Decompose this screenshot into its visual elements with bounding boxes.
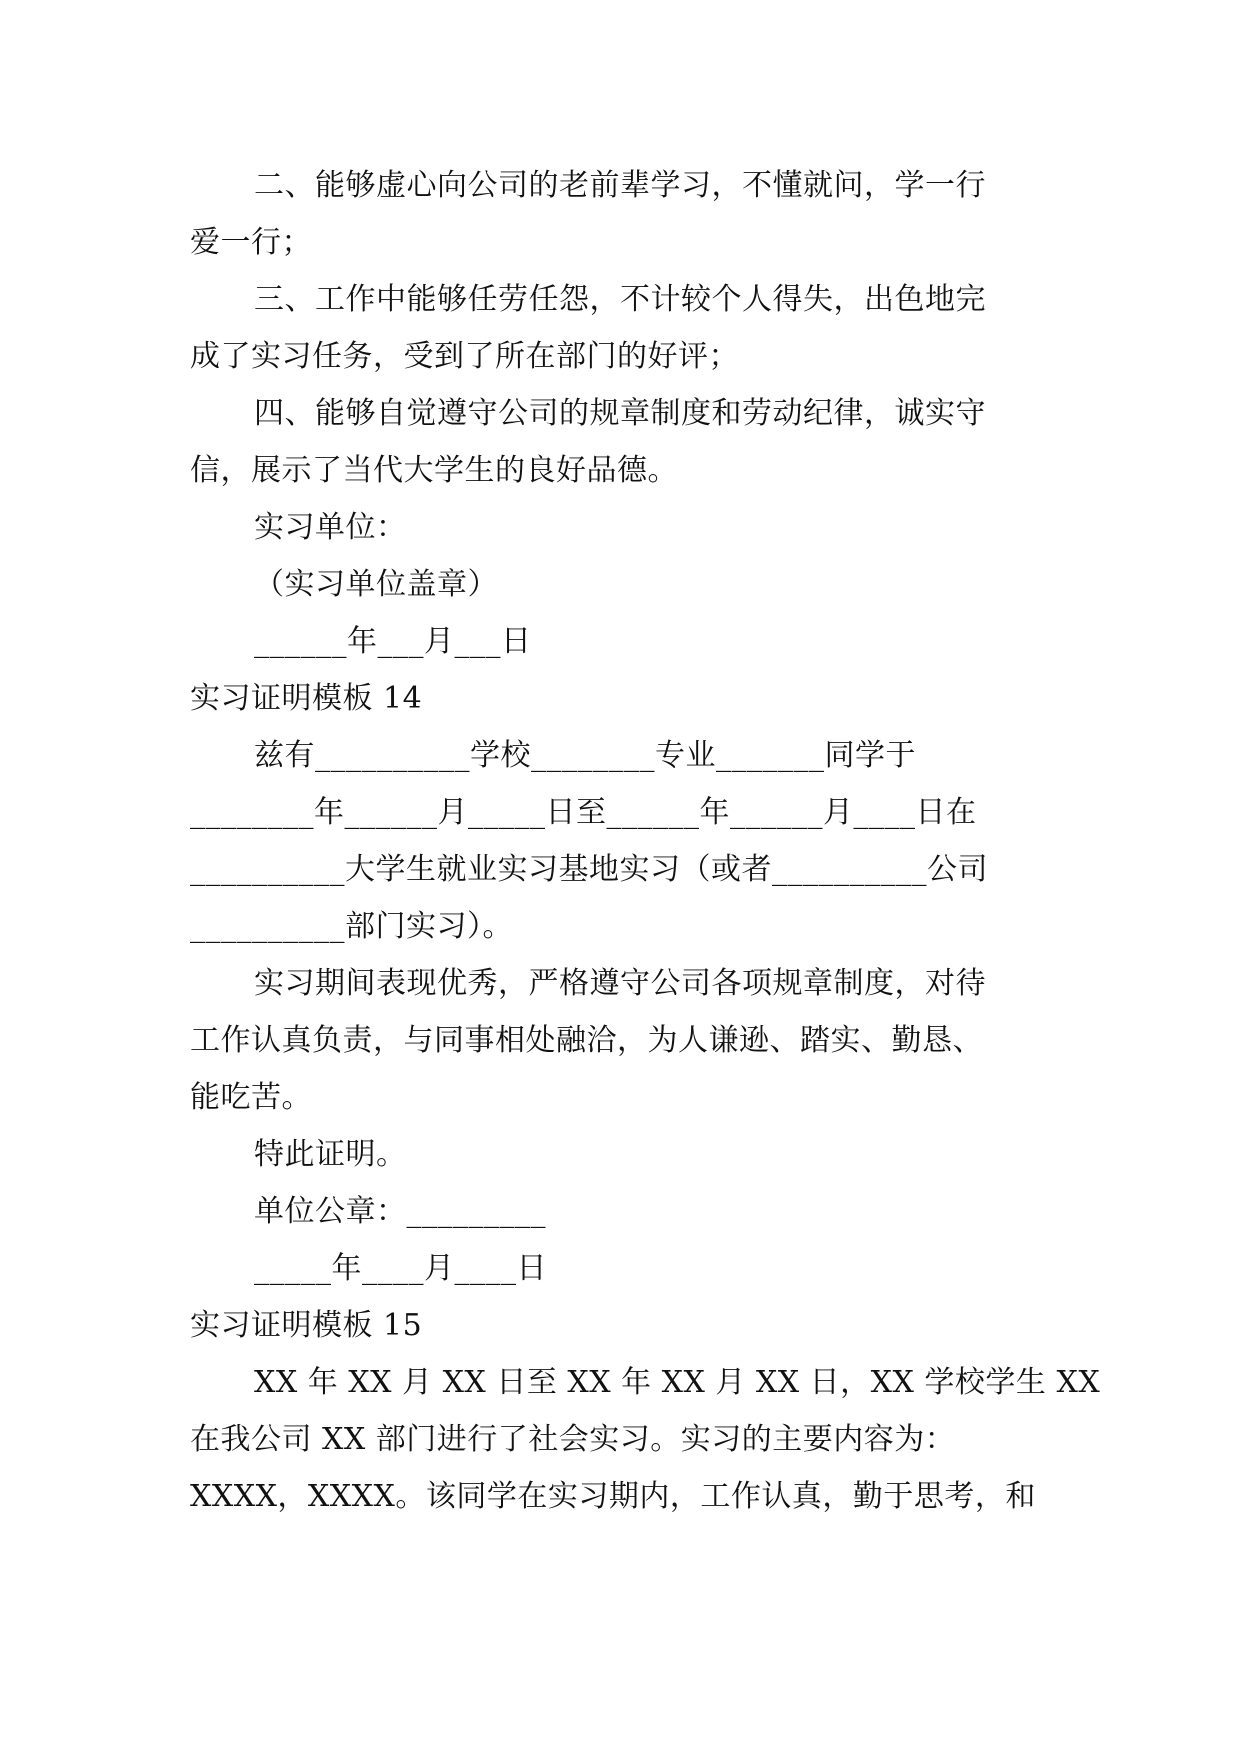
text-line: （实习单位盖章） xyxy=(254,567,498,602)
text-line: __________部门实习）。 xyxy=(190,909,513,944)
text-line: 三、工作中能够任劳任怨，不计较个人得失，出色地完 xyxy=(254,282,986,317)
text-line: 实习期间表现优秀，严格遵守公司各项规章制度，对待 xyxy=(254,966,986,1001)
text-line: 实习单位： xyxy=(254,510,407,545)
text-line: 特此证明。 xyxy=(254,1137,407,1172)
text-line: 信，展示了当代大学生的良好品德。 xyxy=(190,453,678,488)
text-line: 成了实习任务，受到了所在部门的好评； xyxy=(190,339,739,374)
text-line: 能吃苦。 xyxy=(190,1080,312,1115)
text-line: 二、能够虚心向公司的老前辈学习，不懂就问，学一行 xyxy=(254,168,986,203)
text-line: 在我公司 XX 部门进行了社会实习。实习的主要内容为： xyxy=(190,1422,956,1457)
text-line: 爱一行； xyxy=(190,225,312,260)
text-line: XXXX，XXXX。该同学在实习期内，工作认真，勤于思考，和 xyxy=(190,1479,1036,1514)
text-line: ______年___月___日 xyxy=(254,624,532,659)
text-line: 兹有__________学校________专业_______同学于 xyxy=(254,738,916,773)
text-line: __________大学生就业实习基地实习（或者__________公司 xyxy=(190,852,988,887)
section-heading: 实习证明模板 15 xyxy=(190,1308,423,1343)
text-line: XX 年 XX 月 XX 日至 XX 年 XX 月 XX 日，XX 学校学生 XX xyxy=(254,1365,1101,1400)
text-line: 四、能够自觉遵守公司的规章制度和劳动纪律，诚实守 xyxy=(254,396,986,431)
text-line: 单位公章：_________ xyxy=(254,1194,546,1229)
text-line: _____年____月____日 xyxy=(254,1251,547,1286)
text-line: ________年______月_____日至______年______月____日在 xyxy=(190,795,977,830)
text-line: 工作认真负责，与同事相处融洽，为人谦逊、踏实、勤恳、 xyxy=(190,1023,983,1058)
section-heading: 实习证明模板 14 xyxy=(190,681,423,716)
